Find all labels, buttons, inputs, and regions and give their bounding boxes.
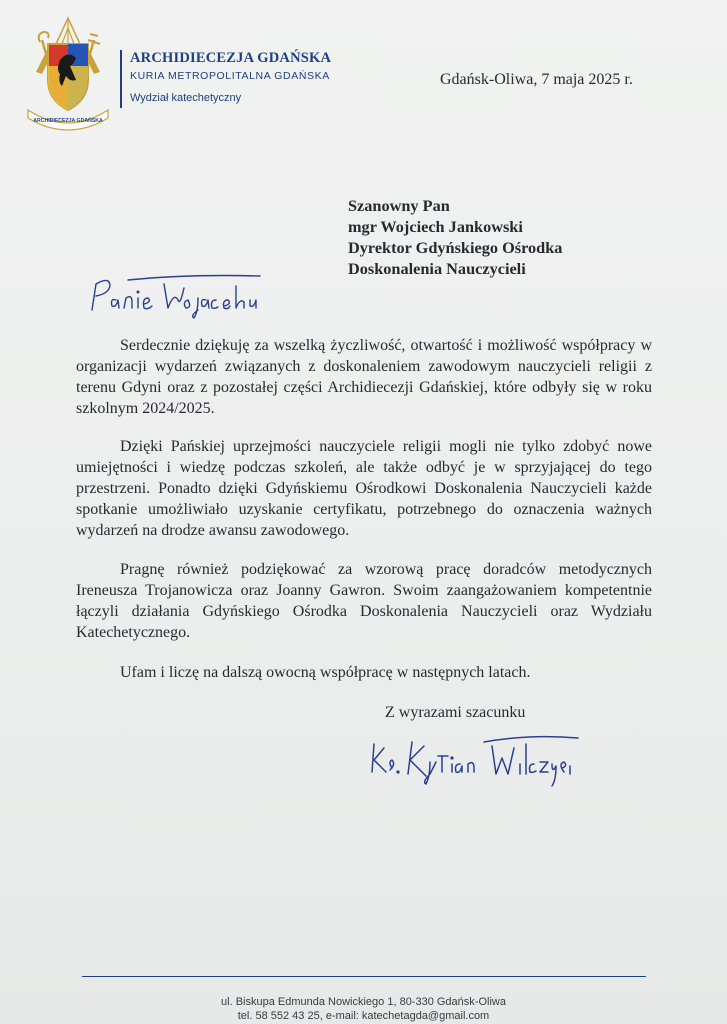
addressee-block (348, 195, 562, 279)
handwritten-salutation (88, 270, 268, 322)
svg-text:ARCHIDIECEZJA GDAŃSKA: ARCHIDIECEZJA GDAŃSKA (33, 118, 103, 124)
body-paragraph: Dzięki Pańskiej uprzejmości nauczyciele religii mogli nie tylko zdobyć nowe umiejętności i wiedzę podczas szkoleń, ale także odbyć je w sprzyjającej do tego przestrzeni. Ponadto dzięki Gdyńskiemu Ośrodkowi Doskonalenia Nauczycieli każde spotkanie umożliwiało uzyskanie certyfikatu, potrzebnego do oznaczenia ważnych wydarzeń na drodze awansu zawodowego. (76, 438, 652, 539)
org-title: ARCHIDIECEZJA GDAŃSKA (130, 50, 332, 66)
addressee-line: Szanowny Pan (348, 196, 450, 215)
body-paragraph: Serdecznie dziękuję za wszelką życzliwość, otwartość i możliwość współpracy w organizacji wydarzeń związanych z doskonaleniem zawodowym nauczycieli religii z terenu Gdyni oraz z pozostałej części Archidiecezji Gdańskiej, które odbyły się w roku szkolnym 2024/2025. (76, 337, 652, 417)
org-subtitle: KURIA METROPOLITALNA GDAŃSKA (130, 70, 330, 82)
archdiocese-crest-logo (18, 14, 118, 132)
addressee-line: Dyrektor Gdyńskiego Ośrodka (348, 238, 563, 257)
closing-phrase: Z wyrazami szacunku (385, 704, 526, 721)
body-paragraph: Pragnę również podziękować za wzorową pracę doradców metodycznych Ireneusza Trojanowicza oraz Joanny Gawron. Swoim zaangażowaniem kompetentnie łączyli działania Gdyńskiego Ośrodka Doskonalenia Nauczycieli oraz Wydziału Katechetycznego. (76, 561, 652, 641)
footer-contact: tel. 58 552 43 25, e-mail: katechetagda@gmail.com (237, 1010, 490, 1022)
handwritten-signature (368, 732, 583, 802)
body-paragraph: Ufam i liczę na dalszą owocną współpracę w następnych latach. (120, 664, 531, 681)
header-divider (120, 50, 122, 108)
footer-divider (82, 976, 646, 977)
addressee-line: Doskonalenia Nauczycieli (348, 259, 526, 278)
footer-address: ul. Biskupa Edmunda Nowickiego 1, 80-330 Gdańsk-Oliwa (221, 996, 506, 1008)
letter-date: Gdańsk-Oliwa, 7 maja 2025 r. (440, 71, 633, 88)
addressee-line: mgr Wojciech Jankowski (348, 217, 523, 236)
department-name: Wydział katechetyczny (130, 92, 242, 104)
